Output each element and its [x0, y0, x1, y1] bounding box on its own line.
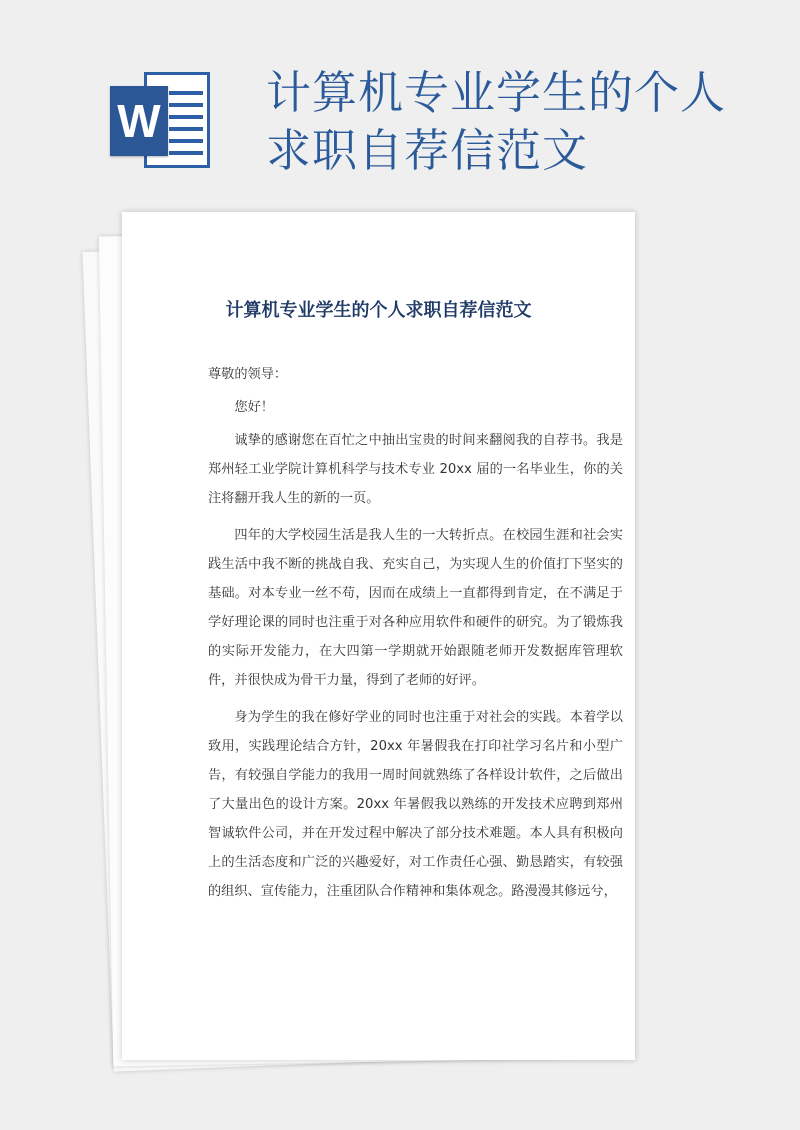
document-page [122, 212, 635, 1060]
word-w-logo: W [110, 86, 168, 156]
paragraph-3: 身为学生的我在修好学业的同时也注重于对社会的实践。本着学以致用，实践理论结合方针，20xx 年暑假我在打印社学习名片和小型广告，有较强自学能力的我用一周时间就熟练了各样设计软件，之后做出了大量出色的设计方案。20xx 年暑假我以熟练的开发技术应聘到郑州智诚软件公司，并在开发过程中解决了部分技术难题。本人具有积极向上的生活态度和广泛的兴趣爱好，对工作责任心强、勤恳踏实，有较强的组织、宣传能力，注重团队合作精神和集体观念。路漫漫其修远兮， [208, 710, 623, 899]
header-title [266, 64, 786, 180]
salutation: 尊敬的领导： [208, 367, 288, 382]
header-title-line-1: 计算机专业学生的个人 [266, 66, 727, 119]
greeting: 您好！ [234, 400, 274, 415]
paragraph-2: 四年的大学校园生活是我人生的一大转折点。在校园生涯和社会实践生活中我不断的挑战自我、充实自己，为实现人生的价值打下坚实的基础。对本专业一丝不苟，因而在成绩上一直都得到肯定，在不满足于学好理论课的同时也注重于对各种应用软件和硬件的研究。为了锻炼我的实际开发能力，在大四第一学期就开始跟随老师开发数据库管理软件，并很快成为骨干力量，得到了老师的好评。 [208, 528, 623, 688]
document-title: 计算机专业学生的个人求职自荐信范文 [225, 300, 532, 321]
document-body [208, 360, 623, 914]
header-title-line-2: 求职自荐信范文 [266, 124, 589, 177]
paragraph-1: 诚挚的感谢您在百忙之中抽出宝贵的时间来翻阅我的自荐书。我是郑州轻工业学院计算机科学与技术专业 20xx 届的一名毕业生，你的关注将翻开我人生的新的一页。 [208, 433, 623, 506]
page-header [0, 0, 800, 200]
word-document-icon [110, 72, 210, 168]
